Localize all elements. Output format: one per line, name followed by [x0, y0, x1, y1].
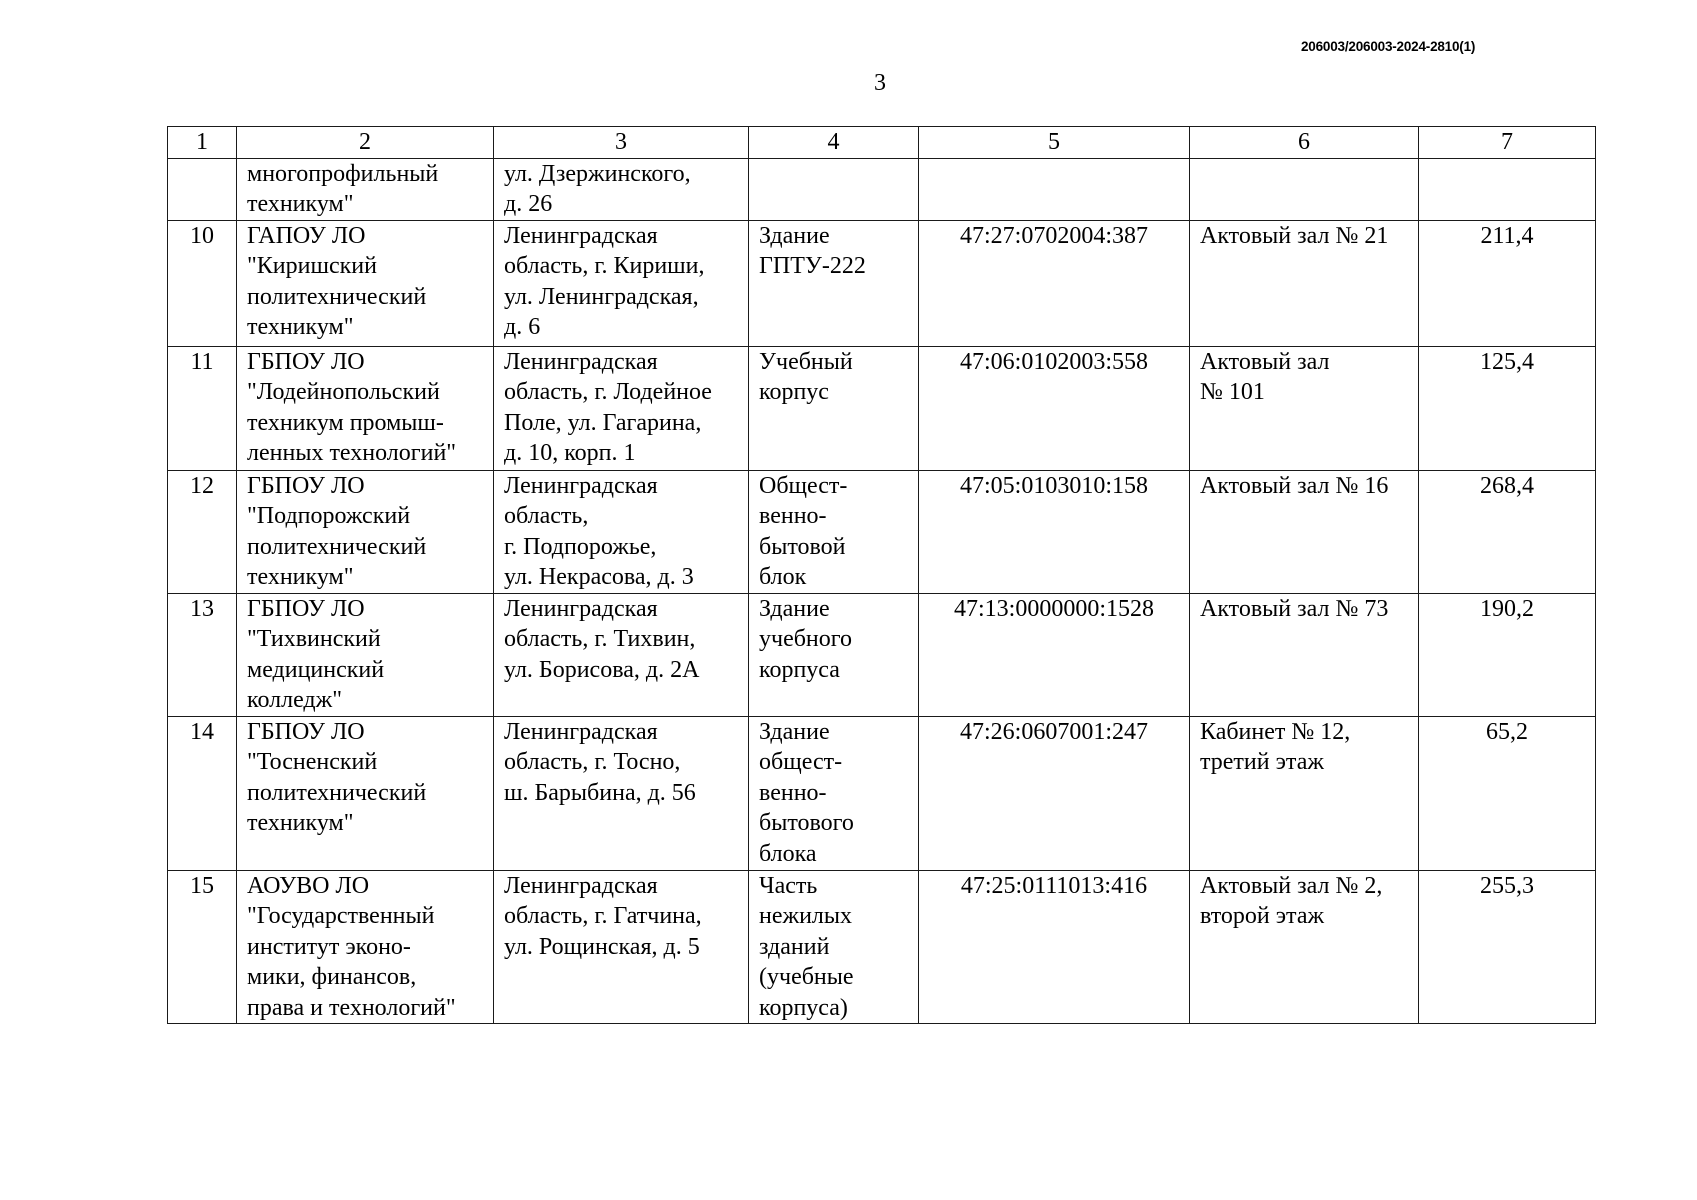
building-cell — [749, 470, 919, 593]
organization-cell-line: многопрофильный — [247, 160, 439, 187]
organization-cell-line: техникум" — [247, 810, 354, 836]
column-header-4: 4 — [749, 127, 919, 159]
building-cell-line: Общест- — [759, 472, 848, 499]
address-cell — [494, 158, 749, 220]
building-cell-line: венно- — [759, 779, 827, 806]
address-cell-line: ул. Борисова, д. 2А — [504, 656, 700, 683]
building-cell — [749, 220, 919, 346]
organization-cell — [237, 716, 494, 870]
organization-cell — [237, 158, 494, 220]
premises-cell-line: Актовый зал № 2, — [1200, 872, 1383, 899]
building-cell-line: Здание — [759, 222, 830, 249]
table-row — [168, 470, 1596, 593]
building-cell-line: Здание — [759, 718, 830, 745]
premises-cell-line: Актовый зал № 16 — [1200, 472, 1389, 499]
organization-cell-line: "Киришский — [247, 253, 377, 279]
organization-cell-line: техникум промыш- — [247, 409, 444, 436]
document-id: 206003/206003-2024-2810(1) — [1301, 39, 1476, 54]
building-cell — [749, 870, 919, 1024]
organization-cell-line: медицинский — [247, 656, 385, 683]
building-cell-line: Учебный — [759, 348, 853, 375]
column-header-2: 2 — [237, 127, 494, 159]
organization-cell-line: политехнический — [247, 779, 427, 806]
address-cell-line: г. Подпорожье, — [504, 533, 657, 560]
premises-cell — [1190, 716, 1419, 870]
row-number-cell — [168, 158, 237, 220]
area-cell: 65,2 — [1419, 716, 1596, 870]
address-cell-line: Ленинградская — [504, 472, 658, 499]
address-cell-line: Ленинградская — [504, 222, 658, 249]
building-cell — [749, 346, 919, 470]
address-cell-line: Ленинградская — [504, 348, 658, 375]
organization-cell-line: политехнический — [247, 533, 427, 560]
address-cell — [494, 220, 749, 346]
organization-cell-line: ленных технологий" — [247, 440, 457, 466]
premises-table — [167, 126, 1596, 1024]
table-row — [168, 716, 1596, 870]
address-cell-line: ул. Дзержинского, — [504, 160, 691, 187]
row-number-cell: 11 — [168, 346, 237, 470]
row-number-cell: 12 — [168, 470, 237, 593]
building-cell-line: корпуса) — [759, 994, 848, 1021]
premises-cell-line: Актовый зал № 21 — [1200, 222, 1389, 249]
address-cell — [494, 470, 749, 593]
premises-cell-line: Кабинет № 12, — [1200, 718, 1351, 745]
row-number-cell: 13 — [168, 593, 237, 716]
premises-cell — [1190, 593, 1419, 716]
address-cell-line: ул. Некрасова, д. 3 — [504, 564, 694, 590]
organization-cell — [237, 870, 494, 1024]
organization-cell-line: "Государственный — [247, 903, 435, 929]
address-cell-line: Ленинградская — [504, 595, 658, 622]
cadastral-number-cell: 47:26:0607001:247 — [919, 716, 1190, 870]
row-number-cell: 14 — [168, 716, 237, 870]
premises-cell — [1190, 870, 1419, 1024]
building-cell-line: нежилых — [759, 903, 853, 929]
building-cell-line: зданий — [759, 933, 830, 960]
organization-cell-line: права и технологий" — [247, 994, 456, 1021]
building-cell-line: Часть — [759, 872, 818, 899]
cadastral-number-cell: 47:05:0103010:158 — [919, 470, 1190, 593]
building-cell-line: общест- — [759, 749, 843, 775]
building-cell — [749, 716, 919, 870]
organization-cell-line: техникум" — [247, 314, 354, 340]
table-row — [168, 346, 1596, 470]
area-cell — [1419, 158, 1596, 220]
organization-cell-line: "Лодейнопольский — [247, 379, 440, 405]
organization-cell-line: колледж" — [247, 687, 343, 713]
area-cell: 190,2 — [1419, 593, 1596, 716]
cadastral-number-cell — [919, 158, 1190, 220]
table-row — [168, 158, 1596, 220]
premises-cell-line: № 101 — [1200, 379, 1265, 405]
organization-cell-line: ГБПОУ ЛО — [247, 718, 365, 745]
cadastral-number-cell: 47:27:0702004:387 — [919, 220, 1190, 346]
column-header-5: 5 — [919, 127, 1190, 159]
organization-cell-line: техникум" — [247, 191, 354, 217]
building-cell-line: корпус — [759, 379, 829, 405]
column-header-7: 7 — [1419, 127, 1596, 159]
building-cell — [749, 158, 919, 220]
column-number-row — [168, 127, 1596, 159]
cadastral-number-cell: 47:13:0000000:1528 — [919, 593, 1190, 716]
address-cell-line: Ленинградская — [504, 718, 658, 745]
premises-cell-line: Актовый зал — [1200, 348, 1330, 375]
organization-cell — [237, 470, 494, 593]
address-cell-line: ул. Рощинская, д. 5 — [504, 933, 700, 960]
premises-cell — [1190, 220, 1419, 346]
organization-cell-line: ГБПОУ ЛО — [247, 595, 365, 622]
address-cell-line: д. 26 — [504, 191, 553, 217]
organization-cell — [237, 220, 494, 346]
organization-cell-line: "Подпорожский — [247, 503, 411, 529]
organization-cell — [237, 593, 494, 716]
building-cell-line: блок — [759, 564, 807, 590]
cadastral-number-cell: 47:06:0102003:558 — [919, 346, 1190, 470]
organization-cell-line: ГБПОУ ЛО — [247, 472, 365, 499]
building-cell-line: бытового — [759, 810, 854, 836]
column-header-6: 6 — [1190, 127, 1419, 159]
address-cell-line: область, — [504, 503, 589, 529]
building-cell-line: ГПТУ-222 — [759, 253, 866, 279]
organization-cell — [237, 346, 494, 470]
premises-cell-line: Актовый зал № 73 — [1200, 595, 1389, 622]
column-header-3: 3 — [494, 127, 749, 159]
address-cell — [494, 716, 749, 870]
organization-cell-line: "Тосненский — [247, 749, 378, 775]
building-cell-line: бытовой — [759, 533, 846, 560]
area-cell: 211,4 — [1419, 220, 1596, 346]
premises-cell — [1190, 470, 1419, 593]
organization-cell-line: ГБПОУ ЛО — [247, 348, 365, 375]
building-cell — [749, 593, 919, 716]
premises-cell — [1190, 346, 1419, 470]
cadastral-number-cell: 47:25:0111013:416 — [919, 870, 1190, 1024]
organization-cell-line: ГАПОУ ЛО — [247, 222, 366, 249]
row-number-cell: 15 — [168, 870, 237, 1024]
address-cell-line: область, г. Кириши, — [504, 253, 705, 279]
table-row — [168, 220, 1596, 346]
premises-cell-line: третий этаж — [1200, 749, 1324, 775]
building-cell-line: Здание — [759, 595, 830, 622]
address-cell-line: Поле, ул. Гагарина, — [504, 409, 702, 436]
address-cell-line: ул. Ленинградская, — [504, 283, 699, 310]
column-header-1: 1 — [168, 127, 237, 159]
organization-cell-line: политехнический — [247, 283, 427, 310]
organization-cell-line: мики, финансов, — [247, 964, 417, 990]
premises-cell — [1190, 158, 1419, 220]
area-cell: 125,4 — [1419, 346, 1596, 470]
address-cell-line: д. 6 — [504, 314, 541, 340]
table-row — [168, 870, 1596, 1024]
address-cell-line: область, г. Лодейное — [504, 379, 712, 405]
row-number-cell: 10 — [168, 220, 237, 346]
building-cell-line: венно- — [759, 503, 827, 529]
table-row — [168, 593, 1596, 716]
page-number: 3 — [874, 70, 886, 96]
organization-cell-line: институт эконо- — [247, 933, 411, 960]
address-cell — [494, 593, 749, 716]
organization-cell-line: техникум" — [247, 564, 354, 590]
address-cell-line: ш. Барыбина, д. 56 — [504, 779, 696, 806]
address-cell-line: область, г. Тосно, — [504, 749, 681, 775]
organization-cell-line: "Тихвинский — [247, 626, 381, 652]
area-cell: 255,3 — [1419, 870, 1596, 1024]
address-cell — [494, 346, 749, 470]
organization-cell-line: АОУВО ЛО — [247, 872, 370, 899]
building-cell-line: (учебные — [759, 964, 854, 990]
building-cell-line: блока — [759, 840, 817, 867]
address-cell-line: область, г. Гатчина, — [504, 903, 702, 929]
premises-cell-line: второй этаж — [1200, 903, 1325, 929]
address-cell-line: д. 10, корп. 1 — [504, 440, 636, 466]
building-cell-line: корпуса — [759, 656, 840, 683]
building-cell-line: учебного — [759, 626, 853, 652]
address-cell-line: Ленинградская — [504, 872, 658, 899]
address-cell — [494, 870, 749, 1024]
address-cell-line: область, г. Тихвин, — [504, 626, 696, 652]
area-cell: 268,4 — [1419, 470, 1596, 593]
